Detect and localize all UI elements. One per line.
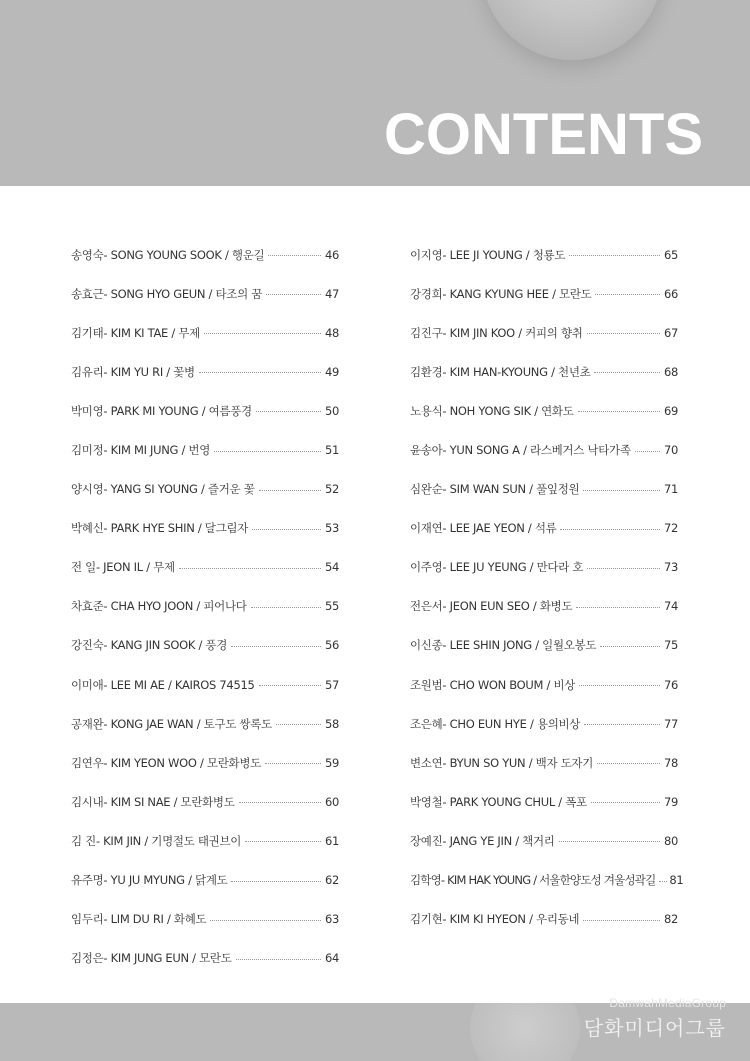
toc-entry[interactable] — [71, 665, 339, 704]
dot-leader — [583, 920, 660, 921]
toc-entry-title: 유주명- YU JU MYUNG / 닭계도 — [71, 873, 228, 888]
toc-entry-page: 68 — [663, 364, 678, 379]
toc-entry[interactable] — [410, 274, 678, 313]
toc-entry-page: 67 — [663, 325, 678, 340]
toc-entry-title: 김정은- KIM JUNG EUN / 모란도 — [71, 951, 232, 966]
toc-entry-title: 김미정- KIM MI JUNG / 번영 — [71, 443, 211, 458]
toc-entry[interactable] — [71, 470, 339, 509]
toc-entry-page: 46 — [324, 247, 339, 262]
dot-leader — [576, 607, 660, 608]
dot-leader — [245, 841, 321, 842]
toc-entry-title: 임두리- LIM DU RI / 화혜도 — [71, 912, 207, 927]
toc-entry[interactable] — [71, 430, 339, 469]
toc-entry[interactable] — [410, 665, 678, 704]
toc-entry-title: 김환경- KIM HAN-KYOUNG / 천년초 — [410, 364, 591, 379]
toc-entry-title: 이미애- LEE MI AE / KAIROS 74515 — [71, 677, 255, 692]
toc-entry-title: 변소연- BYUN SO YUN / 백자 도자기 — [410, 755, 594, 770]
toc-entry-title: 송영숙- SONG YOUNG SOOK / 행운길 — [71, 247, 265, 262]
toc-entry-page: 69 — [663, 403, 678, 418]
toc-entry[interactable] — [71, 548, 339, 587]
dot-leader — [265, 763, 321, 764]
toc-entry-title: 장예진- JANG YE JIN / 책거리 — [410, 833, 555, 848]
dot-leader — [252, 529, 321, 530]
toc-entry-title: 이재연- LEE JAE YEON / 석류 — [410, 521, 557, 536]
toc-entry-page: 50 — [324, 403, 339, 418]
dot-leader — [231, 881, 321, 882]
dot-leader — [591, 802, 660, 803]
toc-entry[interactable] — [410, 391, 678, 430]
toc-entry-page: 70 — [663, 443, 678, 458]
dot-leader — [587, 333, 660, 334]
toc-entry-page: 77 — [663, 716, 678, 731]
toc-entry-page: 66 — [663, 286, 678, 301]
toc-entry-page: 64 — [324, 951, 339, 966]
dot-leader — [600, 646, 660, 647]
toc-entry-page: 57 — [324, 677, 339, 692]
toc-entry-title: 조원범- CHO WON BOUM / 비상 — [410, 677, 576, 692]
toc-entry-title: 강진숙- KANG JIN SOOK / 풍경 — [71, 638, 227, 653]
toc-entry-page: 72 — [663, 521, 678, 536]
toc-entry-page: 81 — [669, 873, 684, 888]
dot-leader — [559, 841, 660, 842]
toc-entry[interactable] — [71, 782, 339, 821]
page-title: CONTENTS — [384, 102, 703, 167]
toc-entry[interactable] — [410, 352, 678, 391]
dot-leader — [597, 763, 660, 764]
toc-entry-page: 63 — [324, 912, 339, 927]
toc-entry-title: 박영철- PARK YOUNG CHUL / 폭포 — [410, 794, 587, 809]
toc-entry[interactable] — [410, 509, 678, 548]
toc-entry-page: 74 — [663, 599, 678, 614]
decorative-sphere — [482, 0, 662, 60]
toc-entry-page: 78 — [663, 755, 678, 770]
toc-entry-title: 박미영- PARK MI YOUNG / 여름풍경 — [71, 403, 252, 418]
toc-entry-page: 61 — [324, 833, 339, 848]
dot-leader — [266, 294, 321, 295]
toc-entry[interactable] — [71, 704, 339, 743]
toc-entry-page: 82 — [663, 912, 678, 927]
toc-entry-title: 김유리- KIM YU RI / 꽃병 — [71, 364, 195, 379]
toc-entry[interactable] — [71, 509, 339, 548]
toc-entry[interactable] — [410, 587, 678, 626]
decorative-sphere — [470, 1003, 580, 1061]
toc-entry[interactable] — [410, 782, 678, 821]
dot-leader — [569, 255, 660, 256]
toc-entry-page: 53 — [324, 521, 339, 536]
toc-entry[interactable] — [410, 704, 678, 743]
toc-entry-page: 52 — [324, 482, 339, 497]
dot-leader — [587, 568, 660, 569]
toc-entry[interactable] — [71, 313, 339, 352]
dot-leader — [236, 959, 321, 960]
toc-entry[interactable] — [410, 470, 678, 509]
dot-leader — [560, 529, 660, 530]
toc-entry[interactable] — [410, 235, 678, 274]
toc-entry-title: 김연우- KIM YEON WOO / 모란화병도 — [71, 755, 261, 770]
toc-entry-title: 김 진- KIM JIN / 기명절도 태권브이 — [71, 833, 242, 848]
toc-entry-page: 56 — [324, 638, 339, 653]
dot-leader — [204, 333, 321, 334]
dot-leader — [594, 372, 660, 373]
toc-entry-page: 47 — [324, 286, 339, 301]
toc-entry-title: 김기현- KIM KI HYEON / 우리동네 — [410, 912, 580, 927]
toc-entry-page: 71 — [663, 482, 678, 497]
toc-entry[interactable] — [71, 587, 339, 626]
toc-entry[interactable] — [410, 430, 678, 469]
toc-entry-page: 55 — [324, 599, 339, 614]
dot-leader — [210, 920, 321, 921]
toc-entry[interactable] — [410, 313, 678, 352]
toc-entry-title: 조은혜- CHO EUN HYE / 용의비상 — [410, 716, 581, 731]
dot-leader — [199, 372, 321, 373]
toc-entry-page: 65 — [663, 247, 678, 262]
dot-leader — [578, 411, 660, 412]
toc-entry[interactable] — [410, 861, 684, 900]
dot-leader — [268, 255, 321, 256]
toc-entry[interactable] — [410, 900, 678, 939]
toc-entry-page: 73 — [663, 560, 678, 575]
toc-entry[interactable] — [71, 352, 339, 391]
toc-entry-title: 이지영- LEE JI YOUNG / 청룡도 — [410, 247, 566, 262]
dot-leader — [239, 802, 321, 803]
dot-leader — [251, 607, 321, 608]
toc-entry-page: 51 — [324, 443, 339, 458]
toc-entry-page: 60 — [324, 794, 339, 809]
dot-leader — [259, 490, 321, 491]
dot-leader — [214, 451, 321, 452]
toc-entry-page: 54 — [324, 560, 339, 575]
toc-entry-title: 윤송아- YUN SONG A / 라스베거스 낙타가족 — [410, 443, 631, 458]
toc-entry-title: 전 일- JEON IL / 무제 — [71, 560, 175, 575]
toc-entry[interactable] — [71, 391, 339, 430]
toc-entry-title: 김진구- KIM JIN KOO / 커피의 향취 — [410, 325, 583, 340]
toc-entry-title: 양시영- YANG SI YOUNG / 즐거운 꽃 — [71, 482, 255, 497]
toc-entry[interactable] — [410, 626, 678, 665]
toc-entry-page: 75 — [663, 638, 678, 653]
toc-entry-page: 76 — [663, 677, 678, 692]
toc-entry-title: 전은서- JEON EUN SEO / 화병도 — [410, 599, 573, 614]
toc-left-column — [71, 235, 339, 978]
toc-entry-page: 62 — [324, 873, 339, 888]
toc-entry[interactable] — [71, 235, 339, 274]
dot-leader — [276, 724, 321, 725]
toc-entry[interactable] — [410, 821, 678, 860]
toc-entry-title: 김학영- KIM HAK YOUNG / 서울한양도성 겨울성곽길 — [410, 873, 656, 888]
toc-entry[interactable] — [410, 743, 678, 782]
dot-leader — [231, 646, 321, 647]
toc-entry-title: 이신종- LEE SHIN JONG / 일월오봉도 — [410, 638, 597, 653]
dot-leader — [595, 294, 660, 295]
dot-leader — [259, 685, 322, 686]
dot-leader — [583, 490, 660, 491]
toc-entry-title: 강경희- KANG KYUNG HEE / 모란도 — [410, 286, 592, 301]
toc-right-column — [410, 235, 684, 939]
toc-entry[interactable] — [71, 900, 339, 939]
toc-entry-title: 김시내- KIM SI NAE / 모란화병도 — [71, 794, 235, 809]
dot-leader — [635, 451, 660, 452]
dot-leader — [256, 411, 321, 412]
toc-entry[interactable] — [71, 861, 339, 900]
dot-leader — [584, 724, 660, 725]
toc-entry-title: 박혜신- PARK HYE SHIN / 달그림자 — [71, 521, 249, 536]
dot-leader — [659, 881, 667, 882]
toc-entry[interactable] — [71, 939, 339, 978]
toc-entry[interactable] — [71, 821, 339, 860]
publisher-name-ko: 담화미디어그룹 — [583, 1016, 726, 1040]
toc-entry-page: 59 — [324, 755, 339, 770]
toc-entry[interactable] — [71, 274, 339, 313]
toc-entry[interactable] — [71, 626, 339, 665]
toc-entry[interactable] — [410, 548, 678, 587]
toc-entry-title: 이주영- LEE JU YEUNG / 만다라 호 — [410, 560, 584, 575]
toc-entry-page: 48 — [324, 325, 339, 340]
toc-entry-page: 49 — [324, 364, 339, 379]
toc-entry-page: 58 — [324, 716, 339, 731]
toc-entry-title: 심완순- SIM WAN SUN / 풀잎정원 — [410, 482, 580, 497]
toc-entry-title: 김기태- KIM KI TAE / 무제 — [71, 325, 200, 340]
toc-entry-page: 79 — [663, 794, 678, 809]
dot-leader — [179, 568, 321, 569]
dot-leader — [579, 685, 660, 686]
toc-entry-title: 공재완- KONG JAE WAN / 토구도 쌍록도 — [71, 716, 272, 731]
toc-entry-title: 송효근- SONG HYO GEUN / 타조의 꿈 — [71, 286, 263, 301]
toc-entry-page: 80 — [663, 833, 678, 848]
publisher-name-en: DamwahMediaGroup — [609, 996, 726, 1010]
toc-entry[interactable] — [71, 743, 339, 782]
toc-entry-title: 차효준- CHA HYO JOON / 피어나다 — [71, 599, 247, 614]
toc-entry-title: 노용식- NOH YONG SIK / 연화도 — [410, 403, 574, 418]
